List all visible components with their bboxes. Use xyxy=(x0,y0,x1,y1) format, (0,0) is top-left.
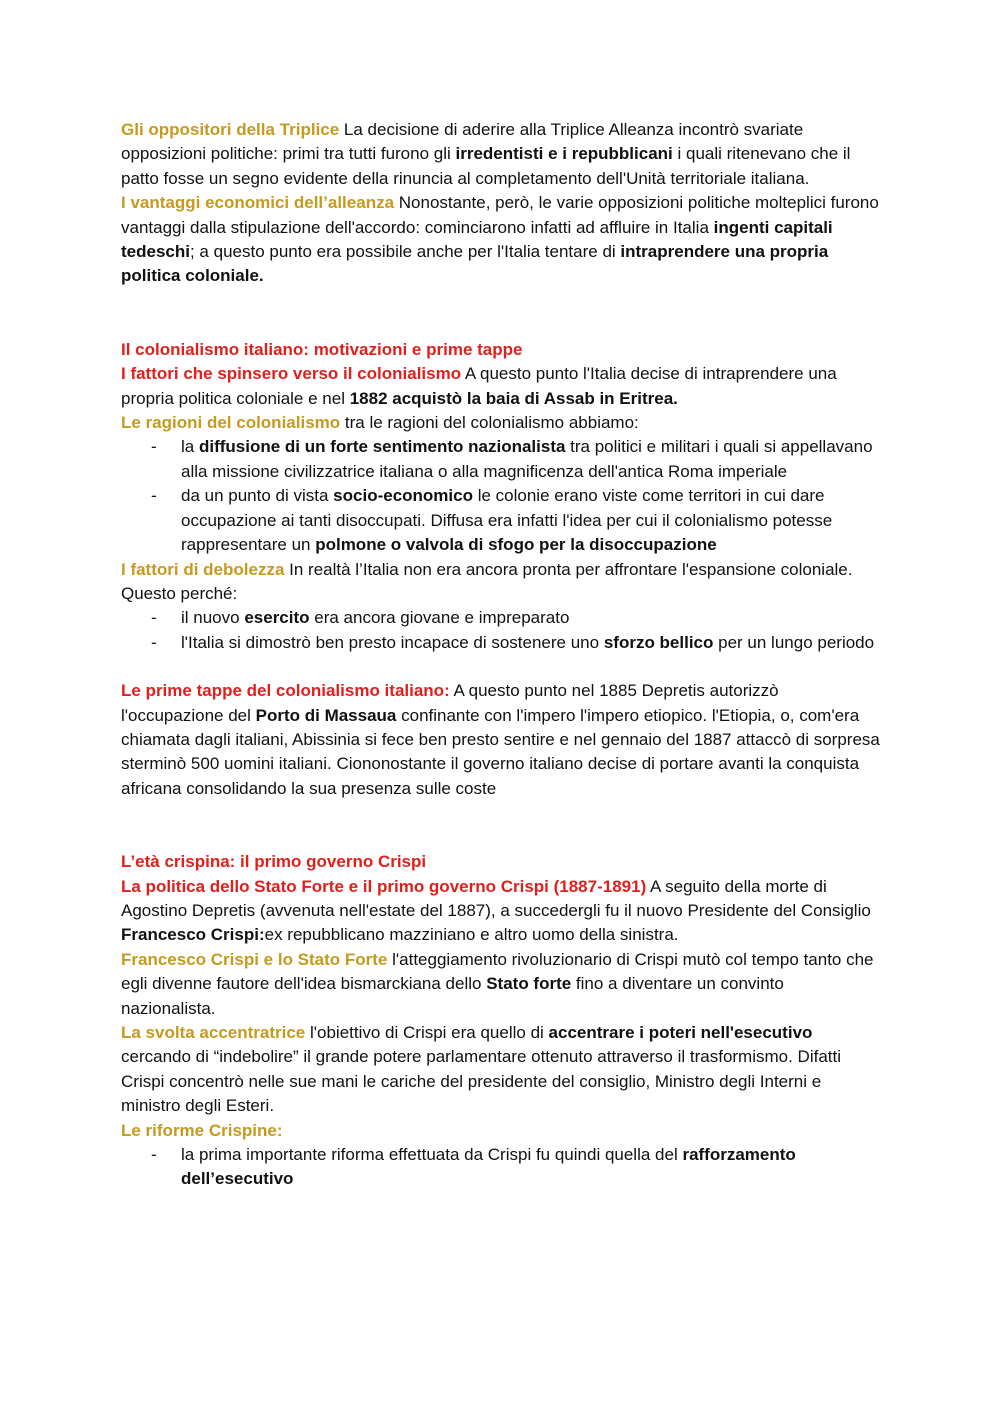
text: fino a diventare un convinto nazionalista. xyxy=(121,974,784,1018)
text: ; a questo punto era possibile anche per l'Italia tentare di xyxy=(189,242,621,262)
paragraph-svolta-accentratrice xyxy=(121,1021,881,1119)
bold-text: Francesco Crispi: xyxy=(121,925,265,945)
text: la xyxy=(181,437,199,457)
text: A questo punto l'Italia decise di intraprendere una propria politica coloniale e nel xyxy=(121,364,837,408)
text: La decisione di aderire alla Triplice Alleanza incontrò svariate opposizioni politiche: primi tra tutti furono gli xyxy=(121,120,804,164)
text: l'Italia si dimostrò ben presto incapace di sostenere uno xyxy=(181,632,604,652)
list-riforme xyxy=(121,1143,881,1192)
document-page xyxy=(121,118,881,1192)
text: da un punto di vista xyxy=(181,486,334,506)
text: l'atteggiamento rivoluzionario di Crispi mutò col tempo tanto che egli divenne fautore dell'idea bismarckiana dello xyxy=(121,949,874,994)
text: era ancora giovane e impreparato xyxy=(309,608,570,628)
bold-text: 1882 acquistò la baia di Assab in Eritrea. xyxy=(349,388,678,408)
text: il nuovo xyxy=(181,608,245,628)
list-item xyxy=(121,631,881,655)
text: i quali ritenevano che il patto fosse un segno evidente della rinuncia al completamento dell'Unità territoriale italiana. xyxy=(121,144,851,188)
heading-crispi-stato-forte: Francesco Crispi e lo Stato Forte xyxy=(121,949,388,969)
section-title-colonialismo: Il colonialismo italiano: motivazioni e prime tappe xyxy=(121,339,523,359)
paragraph-politica-stato-forte xyxy=(121,875,881,948)
list-ragioni xyxy=(121,435,881,557)
bold-text: rafforzamento dell’esecutivo xyxy=(181,1145,796,1189)
text: le colonie erano viste come territori in cui dare occupazione ai tanti disoccupati. Diffusa era infatti l'idea per cui il colonialismo potesse rappresentare un xyxy=(181,486,833,555)
heading-ragioni-colonialismo: Le ragioni del colonialismo xyxy=(121,413,341,433)
heading-fattori-debolezza: I fattori di debolezza xyxy=(121,559,285,579)
text: A questo punto nel 1885 Depretis autorizzò l'occupazione del xyxy=(121,681,779,725)
list-item xyxy=(121,484,881,557)
bold-text: accentrare i poteri nell'esecutivo xyxy=(548,1023,813,1042)
paragraph-ragioni-colonialismo xyxy=(121,411,881,435)
text: l'obiettivo di Crispi era quello di xyxy=(305,1023,549,1042)
bold-text: Porto di Massaua xyxy=(255,705,397,725)
paragraph-prime-tappe xyxy=(121,679,881,801)
heading-svolta-accentratrice: La svolta accentratrice xyxy=(121,1023,306,1042)
text: tra le ragioni del colonialismo abbiamo: xyxy=(340,413,639,433)
bold-text: Stato forte xyxy=(486,974,572,994)
list-debolezza xyxy=(121,606,881,655)
text: Nonostante, però, le varie opposizioni politiche molteplici furono vantaggi dalla stipulazione dell'accordo: cominciarono infatti ad affluire in Italia xyxy=(121,193,879,237)
bold-text: irredentisti e i repubblicani xyxy=(455,144,673,164)
bold-text: intraprendere una propria politica coloniale. xyxy=(121,242,829,286)
heading-vantaggi-economici: I vantaggi economici dell’alleanza xyxy=(121,193,395,213)
paragraph-triplice-opposizioni xyxy=(121,118,881,191)
section-title-crispi: L’età crispina: il primo governo Crispi xyxy=(121,852,427,872)
text: In realtà l’Italia non era ancora pronta per affrontare l'espansione coloniale. Questo perché: xyxy=(121,559,853,603)
heading-prime-tappe: Le prime tappe del colonialismo italiano: xyxy=(121,681,450,701)
paragraph-fattori-debolezza xyxy=(121,558,881,607)
bold-text: esercito xyxy=(244,608,310,628)
list-item xyxy=(121,435,881,484)
text: A seguito della morte di Agostino Depretis (avvenuta nell'estate del 1887), a succedergli fu il nuovo Presidente del Consiglio xyxy=(121,876,871,920)
bold-text: socio-economico xyxy=(333,486,473,506)
text: confinante con l'impero l'impero etiopico. l'Etiopia, o, com'era chiamata dagli italiani, Abissinia si fece ben presto sentire e nel gennaio del 1887 attaccò di sorpresa sterminò 500 uomini italiani. Ciononostante il governo italiano decise di portare avanti la conquista africana consolidando la sua presenza sulle coste xyxy=(121,705,880,798)
text: per un lungo periodo xyxy=(713,632,875,652)
bold-text: polmone o valvola di sfogo per la disoccupazione xyxy=(315,535,717,555)
bold-text: sforzo bellico xyxy=(603,632,714,652)
heading-fattori-colonialismo: I fattori che spinsero verso il colonialismo xyxy=(121,364,462,384)
spacer xyxy=(121,289,881,338)
heading-politica-stato-forte: La politica dello Stato Forte e il primo governo Crispi (1887-1891) xyxy=(121,876,647,896)
text: ex repubblicano mazziniano e altro uomo della sinistra. xyxy=(264,925,679,945)
text: la prima importante riforma effettuata da Crispi fu quindi quella del xyxy=(181,1145,683,1165)
list-item xyxy=(121,606,881,630)
spacer xyxy=(121,655,881,679)
bold-text: diffusione di un forte sentimento nazionalista xyxy=(198,437,566,457)
heading-oppositori-triplice: Gli oppositori della Triplice xyxy=(121,120,340,139)
paragraph-crispi-stato-forte xyxy=(121,948,881,1021)
heading-riforme-crispine: Le riforme Crispine: xyxy=(121,1120,283,1140)
text: cercando di “indebolire” il grande potere parlamentare ottenuto attraverso il trasformismo. Difatti Crispi concentrò nelle sue mani le cariche del presidente del consiglio, Ministro degli Interni e ministro degli Esteri. xyxy=(121,1047,842,1116)
bold-text: ingenti capitali tedeschi xyxy=(121,217,833,262)
spacer xyxy=(121,801,881,850)
list-item xyxy=(121,1143,881,1192)
paragraph-fattori-colonialismo xyxy=(121,362,881,411)
text: tra politici e militari i quali si appellavano alla missione civilizzatrice italiana o alla magnificenza dell'antica Roma imperiale xyxy=(181,437,873,481)
paragraph-vantaggi-economici xyxy=(121,191,881,289)
